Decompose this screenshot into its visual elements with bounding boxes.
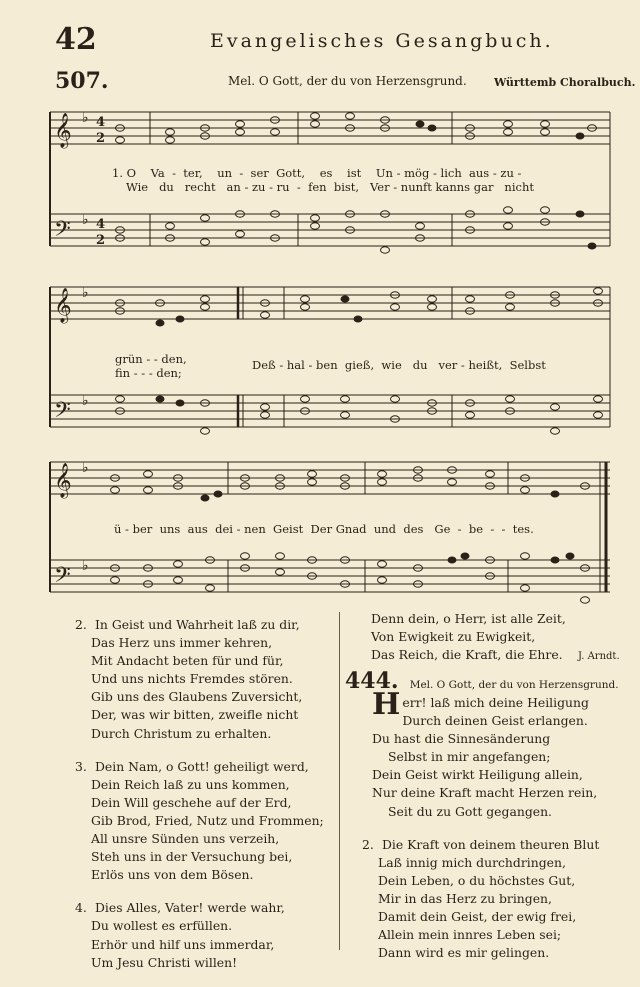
verse-line: Erhör und hilf uns immerdar, [91, 936, 275, 952]
melody-reference: Mel. O Gott, der du von Herzensgrund. [409, 679, 619, 691]
verse-line: Das Herz uns immer kehren, [91, 635, 273, 651]
svg-text:♭: ♭ [82, 212, 89, 228]
column-divider [339, 612, 340, 950]
verse-line: Nur deine Kraft macht Herzen rein, [372, 785, 598, 801]
verse-line: Dann wird es mir gelingen. [378, 945, 550, 961]
verse-line: Gib Brod, Fried, Nutz und Frommen; [91, 812, 324, 828]
svg-text:2: 2 [96, 131, 106, 146]
verse-line: Du wollest es erfüllen. [91, 918, 233, 934]
svg-text:♭: ♭ [82, 285, 89, 301]
drop-cap: H [372, 687, 401, 722]
svg-text:𝄢: 𝄢 [54, 563, 71, 593]
hymn-lyrics-line: grün - - den, [115, 352, 187, 366]
svg-text:4: 4 [96, 115, 106, 130]
treble-clef-icon: 𝄞 [54, 113, 72, 148]
verse-line: Gib uns des Glaubens Zuversicht, [91, 689, 303, 705]
svg-text:4: 4 [96, 217, 106, 232]
svg-text:𝄢: 𝄢 [54, 398, 71, 428]
stanza-number: 2. [362, 836, 374, 852]
svg-text:𝄞: 𝄞 [54, 288, 72, 323]
melody-reference: Mel. O Gott, der du von Herzensgrund. [228, 74, 467, 88]
verse-line: Selbst in mir angefangen; [388, 749, 551, 765]
hymn-lyrics-line: Wie du recht an - zu - ru - fen bist, Ver - nunft kanns gar nicht [126, 180, 534, 194]
verse-line: Um Jesu Christi willen! [91, 954, 238, 970]
svg-text:♭: ♭ [82, 558, 89, 574]
verse-line: Das Reich, die Kraft, die Ehre. [371, 647, 563, 663]
stanza [75, 899, 335, 971]
verse-line: Du hast die Sinnesänderung [372, 731, 551, 747]
page-number: 42 [55, 22, 97, 57]
hymn-lyrics-line: fin - - - den; [115, 366, 182, 380]
hymn-lyrics-line: 1. O Va - ter, un - ser Gott, es ist Un - mög - lich aus - zu - [112, 166, 522, 180]
verse-line: Dein Geist wirkt Heiligung allein, [372, 767, 583, 783]
hymn-number: 507. [55, 68, 109, 94]
verse-line: Damit dein Geist, der ewig frei, [378, 909, 577, 925]
stanza [75, 616, 335, 743]
verse-line: Denn dein, o Herr, ist alle Zeit, [371, 611, 566, 626]
running-title: Evangelisches Gesangbuch. [210, 30, 554, 52]
stanza [362, 836, 632, 963]
svg-text:♭: ♭ [82, 393, 89, 409]
hymn-source: Württemb Choralbuch. [494, 76, 636, 89]
svg-text:♭: ♭ [82, 110, 89, 126]
verse-line: Mit Andacht beten für und für, [91, 653, 284, 669]
hymn-444-text [362, 687, 632, 977]
svg-text:𝄞: 𝄞 [54, 463, 72, 498]
author-credit: J. Arndt. [578, 651, 620, 662]
hymn-number: 444. [345, 668, 399, 694]
hymn-lyrics-line: ü - ber uns aus dei - nen Geist Der Gnad und des Ge - be - - tes. [114, 522, 534, 536]
stanza-number: 4. [75, 900, 87, 916]
verse-line: Steh uns in der Versuchung bei, [91, 849, 293, 865]
verse-line: Der, was wir bitten, zweifle nicht [91, 707, 299, 723]
verse-line: Dein Reich laß zu uns kommen, [91, 776, 290, 792]
stanza [75, 758, 335, 885]
verse-line: Mir in das Herz zu bringen, [378, 890, 552, 906]
verse-line: Erlös uns von dem Bösen. [91, 867, 254, 883]
verse-line: Seit du zu Gott gegangen. [388, 803, 553, 819]
stanza-number: 3. [75, 758, 87, 774]
stanza-number: 2. [75, 617, 87, 632]
verse-line: Dein Leben, o du höchstes Gut, [378, 872, 576, 888]
verse-line: Und uns nichts Fremdes stören. [91, 671, 293, 687]
verse-line: 2. Die Kraft von deinem theuren Blut [362, 836, 632, 854]
verse-line: All unsre Sünden uns verzeih, [91, 831, 280, 847]
verse-line: Herr! laß mich deine Heiligung [372, 687, 589, 722]
verse-line: Laß innig mich durchdringen, [378, 854, 566, 870]
verse-line: 3. Dein Nam, o Gott! geheiligt werd, [75, 758, 335, 776]
verse-line: Durch deinen Geist erlangen. [402, 713, 588, 729]
bass-clef-icon: 𝄢 [54, 217, 71, 247]
verse-line: 2. In Geist und Wahrheit laß zu dir, [75, 616, 335, 634]
verse-line: Durch Christum zu erhalten. [91, 725, 272, 741]
verse-line: Von Ewigkeit zu Ewigkeit, [371, 629, 536, 645]
svg-text:2: 2 [96, 233, 106, 248]
left-text-column [75, 616, 335, 987]
verse-line: Allein mein innres Leben sei; [378, 927, 562, 943]
svg-text:♭: ♭ [82, 460, 89, 476]
hymn-lyrics-line: Deß - hal - ben gieß, wie du ver - heißt, Selbst [252, 358, 546, 372]
verse-line: 4. Dies Alles, Vater! werde wahr, [75, 899, 335, 917]
stanza [372, 687, 632, 821]
verse-line: Dein Will geschehe auf der Erd, [91, 794, 292, 810]
